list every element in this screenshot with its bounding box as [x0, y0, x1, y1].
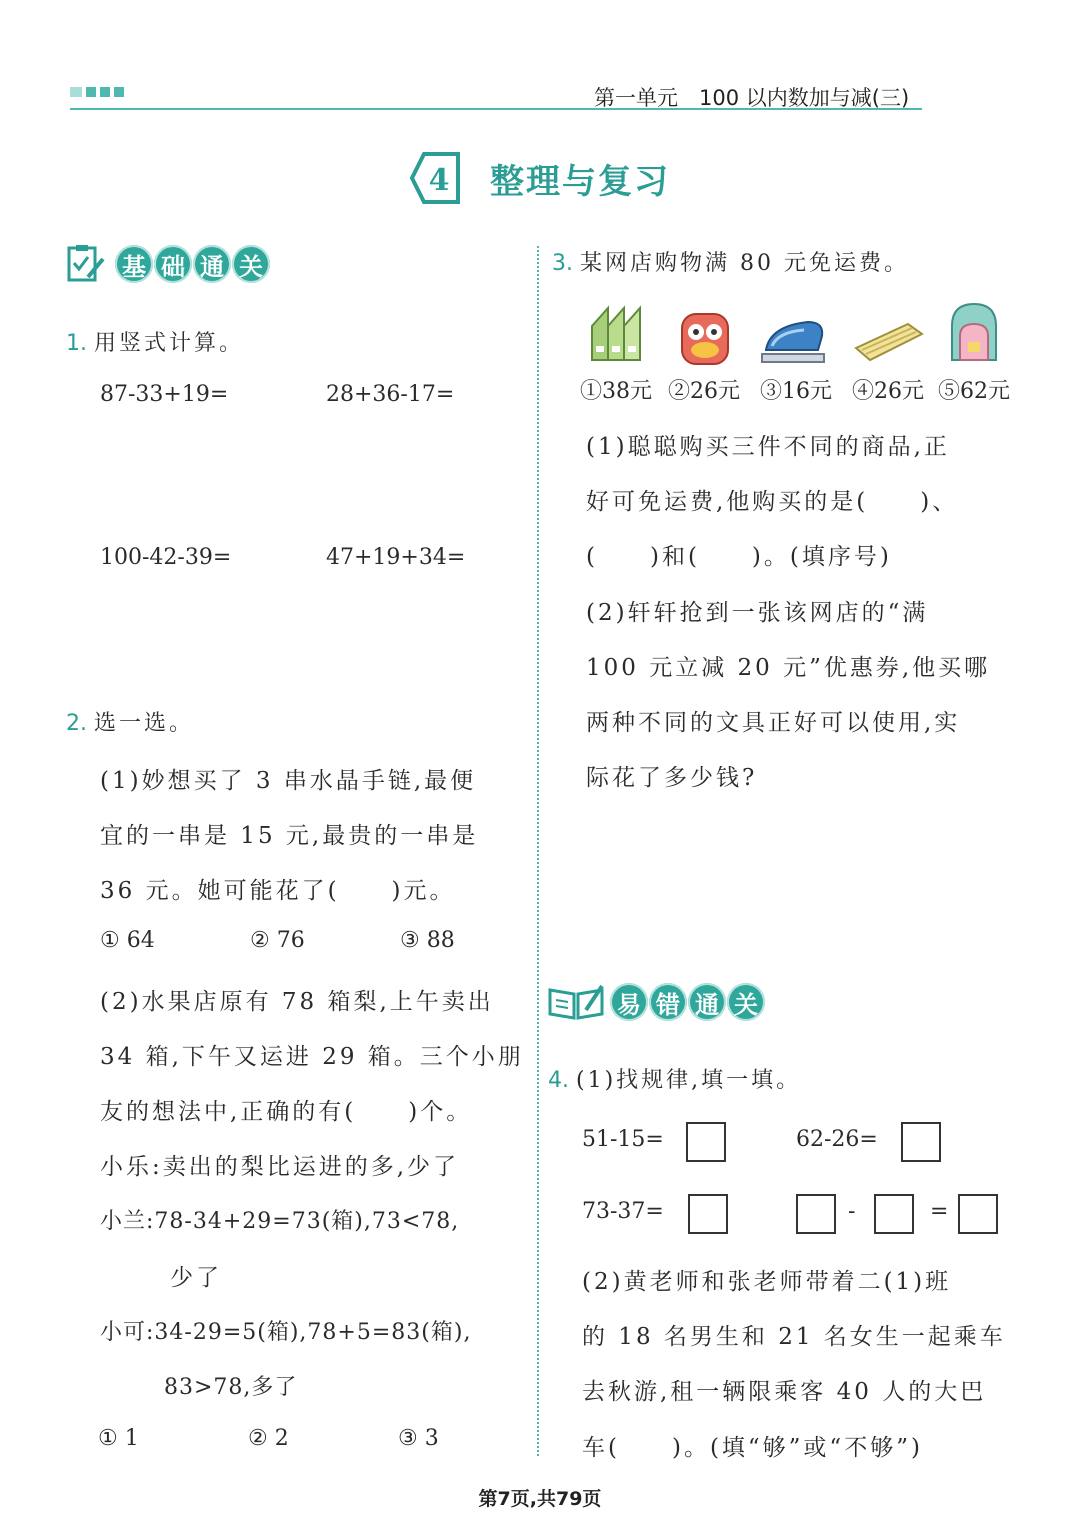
q2-xiaole: 小乐:卖出的梨比运进的多,少了 [100, 1154, 460, 1180]
question-4-heading: 4. (1)找规律,填一填。 [548, 1068, 802, 1093]
school-bag-icon [942, 300, 1006, 366]
answer-box [688, 1194, 728, 1234]
answer-box [958, 1194, 998, 1234]
q2-p2-option-2: ② 2 [248, 1426, 289, 1451]
q2-p1-option-2: ② 76 [250, 928, 305, 953]
product-price-2: ②26元 [668, 379, 740, 404]
q3-p2-line-1: (2)轩轩抢到一张该网店的“满 [586, 600, 929, 626]
q1-item-3: 100-42-39= [100, 545, 232, 570]
q3-p1-line-3: ( )和( )。(填序号) [586, 544, 892, 570]
header-decoration [70, 87, 124, 97]
q3-p2-line-2: 100 元立减 20 元”优惠券,他买哪 [586, 655, 991, 681]
q3-p2-line-3: 两种不同的文具正好可以使用,实 [586, 710, 961, 736]
q4-eq-1: 51-15= [582, 1127, 664, 1152]
backpack-owl-icon [674, 304, 736, 366]
section-basic-banner: 基 础 通 关 [115, 245, 270, 283]
minus-sign: - [848, 1199, 856, 1224]
q2-p1-option-1: ① 64 [100, 928, 155, 953]
q1-item-1: 87-33+19= [100, 382, 229, 407]
q2-p1-line-3: 36 元。她可能花了( )元。 [100, 878, 456, 904]
q4-p2-line-1: (2)黄老师和张老师带着二(1)班 [582, 1269, 952, 1295]
q2-xiaolan-line-2: 少了 [170, 1265, 222, 1291]
answer-box [686, 1122, 726, 1162]
answer-box [874, 1194, 914, 1234]
question-3-heading: 3. 某网店购物满 80 元免运费。 [552, 251, 909, 276]
product-price-4: ④26元 [852, 379, 924, 404]
q2-p1-line-1: (1)妙想买了 3 串水晶手链,最便 [100, 768, 477, 794]
q2-p2-line-2: 34 箱,下午又运进 29 箱。三个小朋 [100, 1044, 524, 1070]
lesson-title: 整理与复习 [490, 162, 670, 202]
q3-p1-line-2: 好可免运费,他购买的是( )、 [586, 489, 959, 515]
q2-xiaoke-line-2: 83>78,多了 [164, 1375, 298, 1400]
q4-p2-line-3: 去秋游,租一辆限乘客 40 人的大巴 [582, 1379, 987, 1405]
column-divider [537, 246, 539, 1456]
q2-p2-line-1: (2)水果店原有 78 箱梨,上午卖出 [100, 989, 494, 1015]
q2-xiaolan-line-1: 小兰:78-34+29=73(箱),73<78, [100, 1209, 460, 1234]
q2-p2-option-3: ③ 3 [398, 1426, 439, 1451]
question-2-heading: 2. 选一选。 [66, 711, 195, 736]
q1-item-2: 28+36-17= [326, 382, 455, 407]
q3-p1-line-1: (1)聪聪购买三件不同的商品,正 [586, 434, 950, 460]
product-price-3: ③16元 [760, 379, 832, 404]
lesson-number-badge [410, 152, 460, 204]
section-error-banner: 易 错 通 关 [610, 983, 765, 1021]
unit-title: 第一单元 100 以内数加与减(三) [594, 86, 910, 110]
answer-box [901, 1122, 941, 1162]
q4-eq-2: 62-26= [796, 1127, 878, 1152]
q4-p2-line-4: 车( )。(填“够”或“不够”) [582, 1435, 923, 1461]
q4-eq-3: 73-37= [582, 1199, 664, 1224]
page-counter: 第7页,共79页 [478, 1488, 602, 1510]
q4-p2-line-2: 的 18 名男生和 21 名女生一起乘车 [582, 1324, 1006, 1350]
q2-p2-option-1: ① 1 [98, 1426, 139, 1451]
stapler-icon [758, 316, 828, 364]
q2-xiaoke-line-1: 小可:34-29=5(箱),78+5=83(箱), [100, 1320, 472, 1345]
q1-item-4: 47+19+34= [326, 545, 466, 570]
q2-p2-line-3: 友的想法中,正确的有( )个。 [100, 1099, 473, 1125]
q3-p2-line-4: 际花了多少钱? [586, 765, 758, 791]
lesson-number: 4 [428, 163, 450, 198]
checklist-icon [66, 243, 106, 283]
q2-p1-option-3: ③ 88 [400, 928, 455, 953]
product-price-1: ①38元 [580, 379, 652, 404]
equals-sign: = [930, 1199, 949, 1224]
open-book-icon [548, 984, 604, 1020]
product-price-5: ⑤62元 [938, 379, 1010, 404]
file-holder-icon [588, 302, 650, 364]
answer-box [796, 1194, 836, 1234]
question-1-heading: 1. 用竖式计算。 [66, 331, 245, 356]
q2-p1-line-2: 宜的一串是 15 元,最贵的一串是 [100, 823, 479, 849]
pencil-case-icon [852, 318, 924, 364]
